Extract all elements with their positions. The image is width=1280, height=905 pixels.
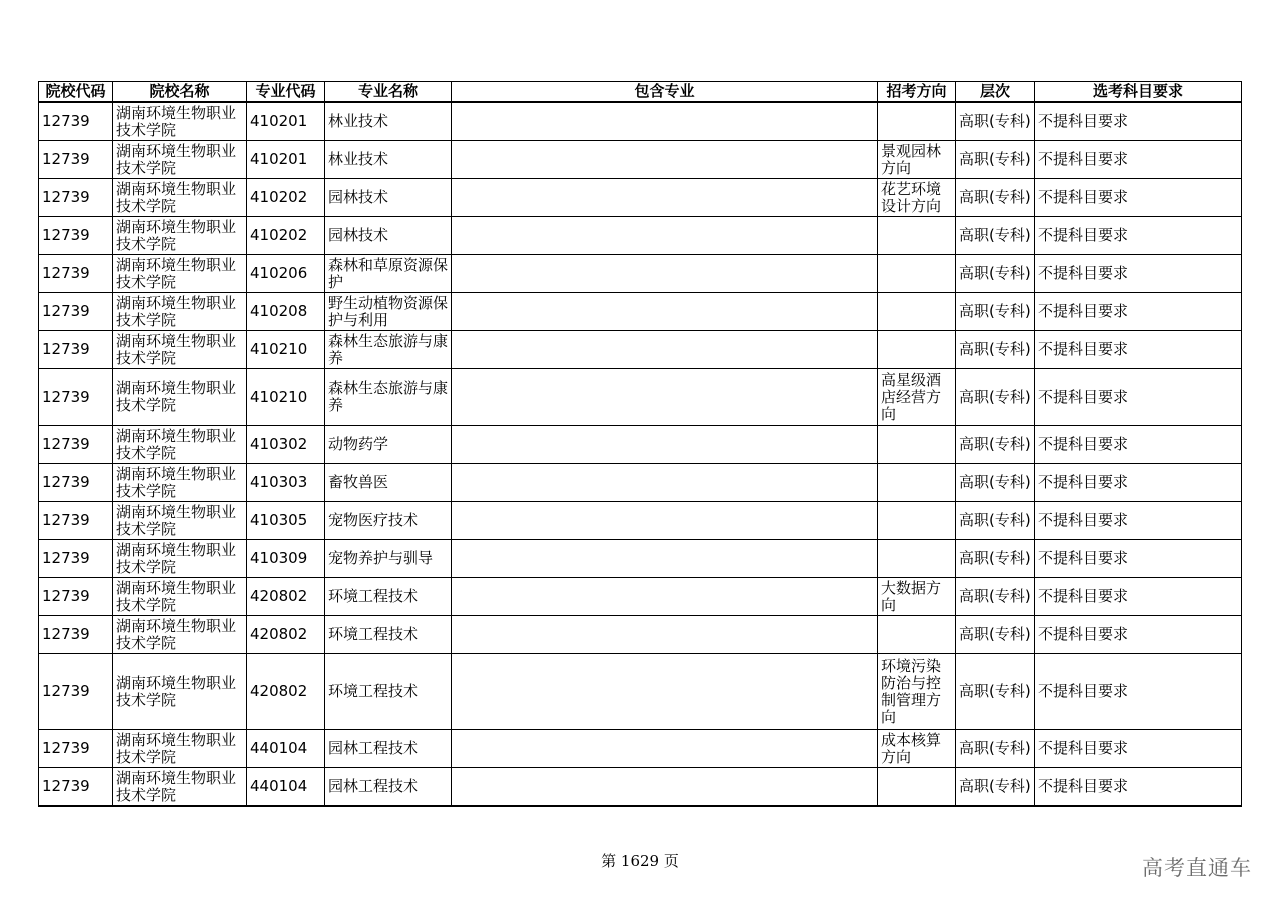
cell-requirement: 不提科目要求 — [1035, 141, 1242, 179]
cell-school-code: 12739 — [39, 217, 113, 255]
cell-school-code: 12739 — [39, 768, 113, 807]
table-row — [39, 102, 1242, 141]
cell-included-majors — [452, 369, 878, 426]
cell-major-name: 环境工程技术 — [325, 578, 452, 616]
cell-requirement: 不提科目要求 — [1035, 369, 1242, 426]
cell-direction — [878, 331, 956, 369]
cell-requirement: 不提科目要求 — [1035, 730, 1242, 768]
cell-level: 高职(专科) — [956, 179, 1035, 217]
cell-requirement: 不提科目要求 — [1035, 102, 1242, 141]
cell-included-majors — [452, 616, 878, 654]
table-row — [39, 730, 1242, 768]
cell-school-name: 湖南环境生物职业技术学院 — [113, 654, 247, 730]
cell-direction: 花艺环境设计方向 — [878, 179, 956, 217]
cell-direction: 景观园林方向 — [878, 141, 956, 179]
cell-school-code: 12739 — [39, 464, 113, 502]
header-school-code: 院校代码 — [39, 82, 113, 103]
table-row — [39, 179, 1242, 217]
cell-included-majors — [452, 654, 878, 730]
cell-major-name: 园林工程技术 — [325, 768, 452, 807]
cell-school-code: 12739 — [39, 255, 113, 293]
cell-included-majors — [452, 179, 878, 217]
cell-direction — [878, 616, 956, 654]
cell-direction — [878, 768, 956, 807]
cell-school-name: 湖南环境生物职业技术学院 — [113, 464, 247, 502]
cell-level: 高职(专科) — [956, 616, 1035, 654]
cell-school-code: 12739 — [39, 730, 113, 768]
cell-requirement: 不提科目要求 — [1035, 502, 1242, 540]
cell-school-code: 12739 — [39, 426, 113, 464]
cell-major-name: 宠物医疗技术 — [325, 502, 452, 540]
cell-major-name: 森林生态旅游与康养 — [325, 369, 452, 426]
cell-major-code: 410210 — [247, 331, 325, 369]
cell-school-code: 12739 — [39, 540, 113, 578]
header-requirement: 选考科目要求 — [1035, 82, 1242, 103]
cell-direction — [878, 102, 956, 141]
cell-included-majors — [452, 293, 878, 331]
cell-requirement: 不提科目要求 — [1035, 293, 1242, 331]
cell-level: 高职(专科) — [956, 331, 1035, 369]
cell-school-code: 12739 — [39, 331, 113, 369]
cell-major-code: 410202 — [247, 179, 325, 217]
header-included-majors: 包含专业 — [452, 82, 878, 103]
table-row — [39, 255, 1242, 293]
table-row — [39, 141, 1242, 179]
cell-major-name: 动物药学 — [325, 426, 452, 464]
cell-major-name: 森林生态旅游与康养 — [325, 331, 452, 369]
cell-included-majors — [452, 102, 878, 141]
cell-requirement: 不提科目要求 — [1035, 654, 1242, 730]
cell-major-code: 410303 — [247, 464, 325, 502]
table-row — [39, 331, 1242, 369]
cell-included-majors — [452, 464, 878, 502]
cell-school-code: 12739 — [39, 578, 113, 616]
cell-school-code: 12739 — [39, 179, 113, 217]
cell-school-name: 湖南环境生物职业技术学院 — [113, 616, 247, 654]
table-row — [39, 616, 1242, 654]
cell-level: 高职(专科) — [956, 540, 1035, 578]
cell-major-code: 440104 — [247, 730, 325, 768]
header-level: 层次 — [956, 82, 1035, 103]
cell-major-name: 园林工程技术 — [325, 730, 452, 768]
cell-school-name: 湖南环境生物职业技术学院 — [113, 102, 247, 141]
cell-requirement: 不提科目要求 — [1035, 540, 1242, 578]
cell-included-majors — [452, 540, 878, 578]
cell-included-majors — [452, 217, 878, 255]
cell-level: 高职(专科) — [956, 141, 1035, 179]
cell-major-code: 420802 — [247, 616, 325, 654]
cell-school-name: 湖南环境生物职业技术学院 — [113, 217, 247, 255]
table-row — [39, 369, 1242, 426]
cell-major-name: 林业技术 — [325, 102, 452, 141]
cell-school-name: 湖南环境生物职业技术学院 — [113, 293, 247, 331]
cell-requirement: 不提科目要求 — [1035, 217, 1242, 255]
cell-major-name: 畜牧兽医 — [325, 464, 452, 502]
cell-level: 高职(专科) — [956, 369, 1035, 426]
cell-major-code: 410210 — [247, 369, 325, 426]
cell-level: 高职(专科) — [956, 102, 1035, 141]
cell-requirement: 不提科目要求 — [1035, 768, 1242, 807]
cell-direction — [878, 426, 956, 464]
cell-school-name: 湖南环境生物职业技术学院 — [113, 369, 247, 426]
table-row — [39, 578, 1242, 616]
cell-school-name: 湖南环境生物职业技术学院 — [113, 141, 247, 179]
cell-included-majors — [452, 578, 878, 616]
cell-direction: 环境污染防治与控制管理方向 — [878, 654, 956, 730]
cell-major-name: 宠物养护与驯导 — [325, 540, 452, 578]
cell-included-majors — [452, 502, 878, 540]
cell-direction — [878, 217, 956, 255]
cell-school-code: 12739 — [39, 141, 113, 179]
cell-included-majors — [452, 426, 878, 464]
cell-direction — [878, 293, 956, 331]
cell-requirement: 不提科目要求 — [1035, 179, 1242, 217]
cell-major-name: 野生动植物资源保护与利用 — [325, 293, 452, 331]
admissions-table — [38, 81, 1242, 807]
cell-direction — [878, 255, 956, 293]
cell-major-name: 环境工程技术 — [325, 616, 452, 654]
cell-school-name: 湖南环境生物职业技术学院 — [113, 730, 247, 768]
cell-major-code: 410206 — [247, 255, 325, 293]
cell-requirement: 不提科目要求 — [1035, 578, 1242, 616]
cell-school-code: 12739 — [39, 293, 113, 331]
cell-level: 高职(专科) — [956, 768, 1035, 807]
table-row — [39, 217, 1242, 255]
cell-included-majors — [452, 331, 878, 369]
cell-school-name: 湖南环境生物职业技术学院 — [113, 540, 247, 578]
cell-included-majors — [452, 768, 878, 807]
cell-major-code: 440104 — [247, 768, 325, 807]
cell-level: 高职(专科) — [956, 255, 1035, 293]
cell-level: 高职(专科) — [956, 502, 1035, 540]
cell-direction — [878, 502, 956, 540]
cell-level: 高职(专科) — [956, 293, 1035, 331]
cell-school-name: 湖南环境生物职业技术学院 — [113, 179, 247, 217]
cell-requirement: 不提科目要求 — [1035, 255, 1242, 293]
cell-requirement: 不提科目要求 — [1035, 464, 1242, 502]
header-direction: 招考方向 — [878, 82, 956, 103]
cell-major-name: 园林技术 — [325, 179, 452, 217]
header-row — [39, 82, 1242, 103]
header-school-name: 院校名称 — [113, 82, 247, 103]
cell-major-name: 林业技术 — [325, 141, 452, 179]
cell-school-code: 12739 — [39, 102, 113, 141]
cell-school-name: 湖南环境生物职业技术学院 — [113, 255, 247, 293]
cell-major-name: 园林技术 — [325, 217, 452, 255]
cell-direction: 成本核算方向 — [878, 730, 956, 768]
cell-major-code: 410202 — [247, 217, 325, 255]
cell-major-code: 420802 — [247, 654, 325, 730]
cell-school-code: 12739 — [39, 502, 113, 540]
cell-requirement: 不提科目要求 — [1035, 426, 1242, 464]
cell-level: 高职(专科) — [956, 217, 1035, 255]
cell-included-majors — [452, 255, 878, 293]
cell-school-name: 湖南环境生物职业技术学院 — [113, 578, 247, 616]
header-major-name: 专业名称 — [325, 82, 452, 103]
cell-level: 高职(专科) — [956, 464, 1035, 502]
table-row — [39, 768, 1242, 807]
cell-school-name: 湖南环境生物职业技术学院 — [113, 331, 247, 369]
table-row — [39, 426, 1242, 464]
cell-requirement: 不提科目要求 — [1035, 331, 1242, 369]
watermark-text: 高考直通车 — [1142, 856, 1252, 880]
cell-level: 高职(专科) — [956, 578, 1035, 616]
cell-included-majors — [452, 141, 878, 179]
table-row — [39, 502, 1242, 540]
cell-major-code: 410208 — [247, 293, 325, 331]
cell-direction — [878, 540, 956, 578]
table-row — [39, 654, 1242, 730]
cell-major-code: 410309 — [247, 540, 325, 578]
cell-level: 高职(专科) — [956, 730, 1035, 768]
cell-level: 高职(专科) — [956, 654, 1035, 730]
cell-level: 高职(专科) — [956, 426, 1035, 464]
cell-direction: 大数据方向 — [878, 578, 956, 616]
cell-school-code: 12739 — [39, 369, 113, 426]
page-number: 第 1629 页 — [601, 852, 679, 870]
cell-school-name: 湖南环境生物职业技术学院 — [113, 768, 247, 807]
cell-school-name: 湖南环境生物职业技术学院 — [113, 502, 247, 540]
cell-school-code: 12739 — [39, 654, 113, 730]
table-row — [39, 293, 1242, 331]
cell-major-code: 420802 — [247, 578, 325, 616]
cell-major-code: 410201 — [247, 141, 325, 179]
cell-school-code: 12739 — [39, 616, 113, 654]
table-row — [39, 540, 1242, 578]
cell-major-name: 森林和草原资源保护 — [325, 255, 452, 293]
cell-major-name: 环境工程技术 — [325, 654, 452, 730]
cell-included-majors — [452, 730, 878, 768]
cell-major-code: 410302 — [247, 426, 325, 464]
header-major-code: 专业代码 — [247, 82, 325, 103]
cell-direction: 高星级酒店经营方向 — [878, 369, 956, 426]
cell-requirement: 不提科目要求 — [1035, 616, 1242, 654]
table-row — [39, 464, 1242, 502]
cell-school-name: 湖南环境生物职业技术学院 — [113, 426, 247, 464]
cell-direction — [878, 464, 956, 502]
cell-major-code: 410305 — [247, 502, 325, 540]
cell-major-code: 410201 — [247, 102, 325, 141]
